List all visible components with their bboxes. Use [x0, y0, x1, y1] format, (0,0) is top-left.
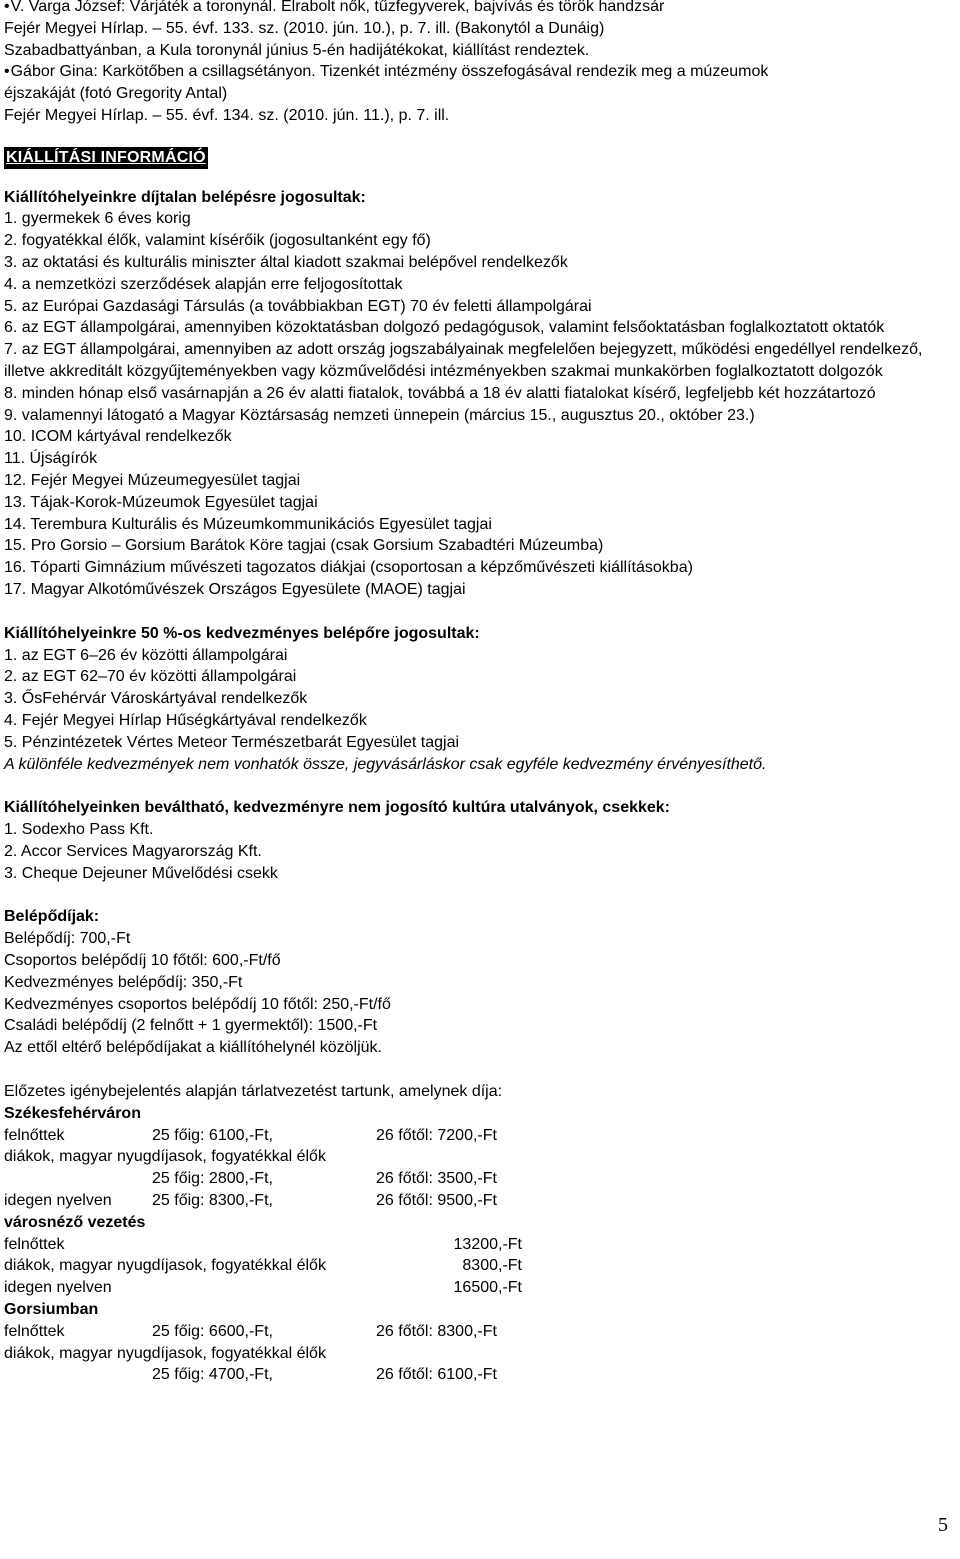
intro-line: • V. Varga József: Várjáték a toronynál. Elrabolt nők, tűzfegyverek, bajvívás és török handzsár: [4, 0, 934, 18]
price-row: [4, 1321, 934, 1343]
list-item: 12. Fejér Megyei Múzeumegyesület tagjai: [4, 471, 301, 489]
price-large-group: 26 főtől: 7200,-Ft: [376, 1126, 497, 1144]
price-value: 16500,-Ft: [453, 1279, 522, 1297]
list-item: 17. Magyar Alkotóművészek Országos Egyesülete (MAOE) tagjai: [4, 580, 466, 598]
fee-line: Az ettől eltérő belépődíjakat a kiállítóhelynél közöljük.: [4, 1039, 382, 1057]
price-label: felnőttek: [4, 1235, 65, 1253]
list-item: 14. Terembura Kulturális és Múzeumkommunikációs Egyesület tagjai: [4, 515, 492, 533]
list-item: 13. Tájak-Korok-Múzeumok Egyesület tagjai: [4, 493, 318, 511]
fees-section: [4, 906, 934, 1059]
document-page: [4, 0, 934, 1386]
list-item: 3. ŐsFehérvár Városkártyával rendelkezők: [4, 690, 308, 708]
list-item: 3. az oktatási és kulturális miniszter által kiadott szakmai belépővel rendelkezők: [4, 253, 568, 271]
price-label: idegen nyelven: [4, 1192, 112, 1210]
list-item: 4. Fejér Megyei Hírlap Hűségkártyával rendelkezők: [4, 711, 367, 729]
list-item: 7. az EGT állampolgárai, amennyiben az adott ország jogszabályainak megfelelően bejegyzett, működési engedéllyel rendelkező, illetve akkreditált közgyűjteményekben vagy közművelődési intézményekben szakmai munkakörben foglalkoztatott dolgozók: [4, 341, 923, 380]
price-label: felnőttek: [4, 1126, 65, 1144]
list-item: 9. valamennyi látogató a Magyar Köztársaság nemzeti ünnepein (március 15., augusztus 20., október 23.): [4, 406, 755, 424]
price-small-group: 25 főig: 8300,-Ft,: [152, 1192, 273, 1210]
discount-section: [4, 623, 934, 776]
list-item: 10. ICOM kártyával rendelkezők: [4, 428, 232, 446]
list-item: 4. a nemzetközi szerződések alapján erre feljogosítottak: [4, 275, 403, 293]
section-title: Kiállítóhelyeinkre díjtalan belépésre jogosultak:: [4, 188, 366, 206]
fee-line: Családi belépődíj (2 felnőtt + 1 gyermektől): 1500,-Ft: [4, 1017, 378, 1035]
section-title: Kiállítóhelyeinkre 50 %-os kedvezményes belépőre jogosultak:: [4, 624, 480, 642]
price-small-group: 25 főig: 6100,-Ft,: [152, 1126, 273, 1144]
price-large-group: 26 főtől: 9500,-Ft: [376, 1192, 497, 1210]
list-item: 1. gyermekek 6 éves korig: [4, 210, 191, 228]
price-label: [4, 1364, 152, 1386]
tours-section: [4, 1081, 934, 1386]
tour-location-title: Gorsiumban: [4, 1301, 99, 1319]
list-item: 8. minden hónap első vasárnapján a 26 év alatti fiatalok, továbbá a 18 év alatti fiatalokat kísérő, legfeljebb két hozzátartozó: [4, 384, 876, 402]
list-item: 2. az EGT 62–70 év közötti állampolgárai: [4, 668, 297, 686]
list-item: 1. Sodexho Pass Kft.: [4, 821, 154, 839]
fee-line: Csoportos belépődíj 10 főtől: 600,-Ft/fő: [4, 952, 281, 970]
price-label: diákok, magyar nyugdíjasok, fogyatékkal élők: [4, 1344, 326, 1362]
price-label: diákok, magyar nyugdíjasok, fogyatékkal élők: [4, 1257, 326, 1275]
page-number: 5: [938, 1514, 948, 1537]
price-label: felnőttek: [4, 1322, 65, 1340]
price-label: [4, 1168, 152, 1190]
free-entry-section: [4, 187, 934, 601]
list-item: 6. az EGT állampolgárai, amennyiben közoktatásban dolgozó pedagógusok, valamint felsőoktatásban foglalkoztatott oktatók: [4, 319, 885, 337]
intro-line: • Gábor Gina: Karkötőben a csillagsétányon. Tizenkét intézmény összefogásával rendezik meg a múzeumok: [4, 61, 934, 83]
discount-note: A különféle kedvezmények nem vonhatók össze, jegyvásárláskor csak egyféle kedvezmény érvényesíthető.: [4, 755, 767, 773]
intro-line: Fejér Megyei Hírlap. – 55. évf. 133. sz. (2010. jún. 10.), p. 7. ill. (Bakonytól a Dunáig): [4, 19, 605, 37]
intro-line: éjszakáját (fotó Gregority Antal): [4, 85, 228, 103]
fee-line: Kedvezményes csoportos belépődíj 10 főtől: 250,-Ft/fő: [4, 995, 391, 1013]
tours-intro: Előzetes igénybejelentés alapján tárlatvezetést tartunk, amelynek díja:: [4, 1083, 503, 1101]
list-item: 5. Pénzintézetek Vértes Meteor Természetbarát Egyesület tagjai: [4, 733, 460, 751]
section-title: Belépődíjak:: [4, 908, 100, 926]
voucher-section: [4, 797, 934, 884]
intro-block: [4, 0, 934, 127]
price-small-group: 25 főig: 4700,-Ft,: [152, 1366, 273, 1384]
list-item: 1. az EGT 6–26 év közötti állampolgárai: [4, 646, 288, 664]
price-large-group: 26 főtől: 8300,-Ft: [376, 1322, 497, 1340]
list-item: 3. Cheque Dejeuner Művelődési csekk: [4, 864, 278, 882]
price-row: [4, 1364, 934, 1386]
price-value: 13200,-Ft: [453, 1235, 522, 1253]
price-value: 8300,-Ft: [462, 1257, 522, 1275]
price-row: [4, 1277, 934, 1299]
list-item: 2. fogyatékkal élők, valamint kísérőik (jogosultanként egy fő): [4, 232, 431, 250]
price-row: [4, 1255, 934, 1277]
list-item: 2. Accor Services Magyarország Kft.: [4, 842, 262, 860]
tour-location-title: Székesfehérváron: [4, 1104, 141, 1122]
list-item: 16. Tóparti Gimnázium művészeti tagozatos diákjai (csoportosan a képzőművészeti kiállításokba): [4, 559, 693, 577]
price-small-group: 25 főig: 6600,-Ft,: [152, 1322, 273, 1340]
price-large-group: 26 főtől: 3500,-Ft: [376, 1170, 497, 1188]
section-title: Kiállítóhelyeinken beváltható, kedvezményre nem jogosító kultúra utalványok, csekkek:: [4, 799, 671, 817]
price-label: diákok, magyar nyugdíjasok, fogyatékkal élők: [4, 1148, 326, 1166]
intro-line: Szabadbattyánban, a Kula toronynál június 5-én hadijátékokat, kiállítást rendeztek.: [4, 41, 590, 59]
main-heading: KIÁLLÍTÁSI INFORMÁCIÓ: [4, 147, 208, 169]
list-item: 15. Pro Gorsio – Gorsium Barátok Köre tagjai (csak Gorsium Szabadtéri Múzeumba): [4, 537, 604, 555]
list-item: 5. az Európai Gazdasági Társulás (a továbbiakban EGT) 70 év feletti állampolgárai: [4, 297, 592, 315]
tour-location-title: városnéző vezetés: [4, 1213, 146, 1231]
price-label: idegen nyelven: [4, 1279, 112, 1297]
fee-line: Belépődíj: 700,-Ft: [4, 930, 131, 948]
price-row: [4, 1234, 934, 1256]
price-row: [4, 1168, 934, 1190]
price-small-group: 25 főig: 2800,-Ft,: [152, 1170, 273, 1188]
price-row: [4, 1125, 934, 1147]
fee-line: Kedvezményes belépődíj: 350,-Ft: [4, 973, 243, 991]
price-row: [4, 1190, 934, 1212]
intro-line: Fejér Megyei Hírlap. – 55. évf. 134. sz. (2010. jún. 11.), p. 7. ill.: [4, 106, 450, 124]
list-item: 11. Újságírók: [4, 450, 98, 468]
price-large-group: 26 főtől: 6100,-Ft: [376, 1366, 497, 1384]
